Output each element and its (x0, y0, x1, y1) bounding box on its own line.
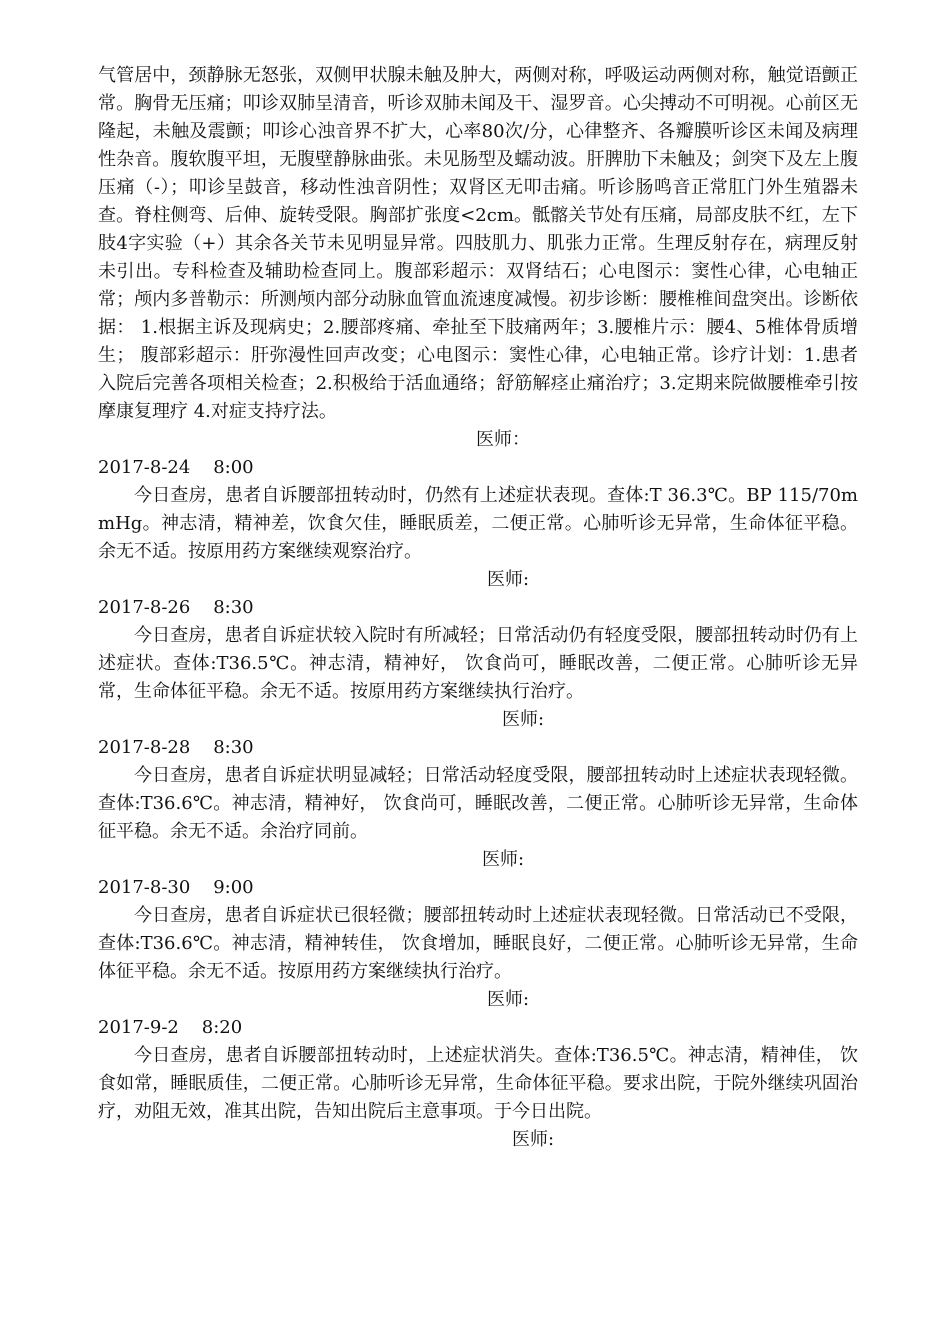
ward-round-note: 今日查房，患者自诉症状较入院时有所减轻；日常活动仍有轻度受限，腰部扭转动时仍有上述症状。查体:T36.5℃。神志清，精神好， 饮食尚可，睡眠改善，二便正常。心肺听诊无异常，生命体征平稳。余无不适。按原用药方案继续执行治疗。 (98, 625, 858, 702)
ward-round-note: 今日查房，患者自诉症状已很轻微；腰部扭转动时上述症状表现轻微。日常活动已不受限，查体:T36.6℃。神志清，精神转佳， 饮食增加，睡眠良好，二便正常。心肺听诊无异常，生命体征平稳。余无不适。按原用药方案继续执行治疗。 (98, 905, 858, 982)
entry-timestamp: 2017-8-30 9:00 (98, 877, 254, 898)
physician-signature: 医师: (481, 849, 525, 870)
medical-record-page (98, 62, 858, 1154)
entry-timestamp: 2017-8-24 8:00 (98, 457, 254, 478)
physician-signature: 医师: (511, 1129, 555, 1150)
ward-round-note: 今日查房，患者自诉腰部扭转动时，仍然有上述症状表现。查体:T 36.3℃。BP 115/70mmHg。神志清，精神差，饮食欠佳，睡眠质差，二便正常。心肺听诊无异常，生命体征平稳。余无不适。按原用药方案继续观察治疗。 (98, 485, 858, 562)
physician-signature: 医师: (486, 569, 530, 590)
intro-paragraph: 气管居中，颈静脉无怒张，双侧甲状腺未触及肿大，两侧对称，呼吸运动两侧对称，触觉语颤正常。胸骨无压痛；叩诊双肺呈清音，听诊双肺未闻及干、湿罗音。心尖搏动不可明视。心前区无隆起，未触及震颤；叩诊心浊音界不扩大，心率80次/分，心律整齐、各瓣膜听诊区未闻及病理性杂音。腹软腹平坦，无腹壁静脉曲张。未见肠型及蠕动波。肝脾肋下未触及；剑突下及左上腹压痛（-）；叩诊呈鼓音，移动性浊音阴性；双肾区无叩击痛。听诊肠鸣音正常肛门外生殖器未查。脊柱侧弯、后伸、旋转受限。胸部扩张度<2cm。骶髂关节处有压痛，局部皮肤不红，左下肢4字实验（+）其余各关节未见明显异常。四肢肌力、肌张力正常。生理反射存在，病理反射未引出。专科检查及辅助检查同上。腹部彩超示：双肾结石；心电图示：窦性心律，心电轴正常；颅内多普勒示：所测颅内部分动脉血管血流速度减慢。初步诊断：腰椎椎间盘突出。诊断依据： 1.根据主诉及现病史；2.腰部疼痛、牵扯至下肢痛两年；3.腰椎片示：腰4、5椎体骨质增生； 腹部彩超示：肝弥漫性回声改变；心电图示：窦性心律，心电轴正常。诊疗计划：1.患者入院后完善各项相关检查；2.积极给于活血通络；舒筋解痉止痛治疗；3.定期来院做腰椎牵引按摩康复理疗 4.对症支持疗法。 (98, 65, 858, 422)
ward-round-note: 今日查房，患者自诉症状明显减轻；日常活动轻度受限，腰部扭转动时上述症状表现轻微。查体:T36.6℃。神志清，精神好， 饮食尚可，睡眠改善，二便正常。心肺听诊无异常，生命体征平稳。余无不适。余治疗同前。 (98, 765, 858, 842)
physician-signature: 医师: (486, 989, 530, 1010)
physician-signature: 医师: (501, 709, 545, 730)
entry-timestamp: 2017-8-28 8:30 (98, 737, 254, 758)
entry-timestamp: 2017-8-26 8:30 (98, 597, 254, 618)
intro-physician-signature: 医师： (476, 429, 530, 450)
ward-round-note: 今日查房，患者自诉腰部扭转动时，上述症状消失。查体:T36.5℃。神志清，精神佳， 饮食如常，睡眠质佳，二便正常。心肺听诊无异常，生命体征平稳。要求出院，于院外继续巩固治疗，劝阻无效，准其出院，告知出院后主意事项。于今日出院。 (98, 1045, 858, 1122)
entry-timestamp: 2017-9-2 8:20 (98, 1017, 243, 1038)
